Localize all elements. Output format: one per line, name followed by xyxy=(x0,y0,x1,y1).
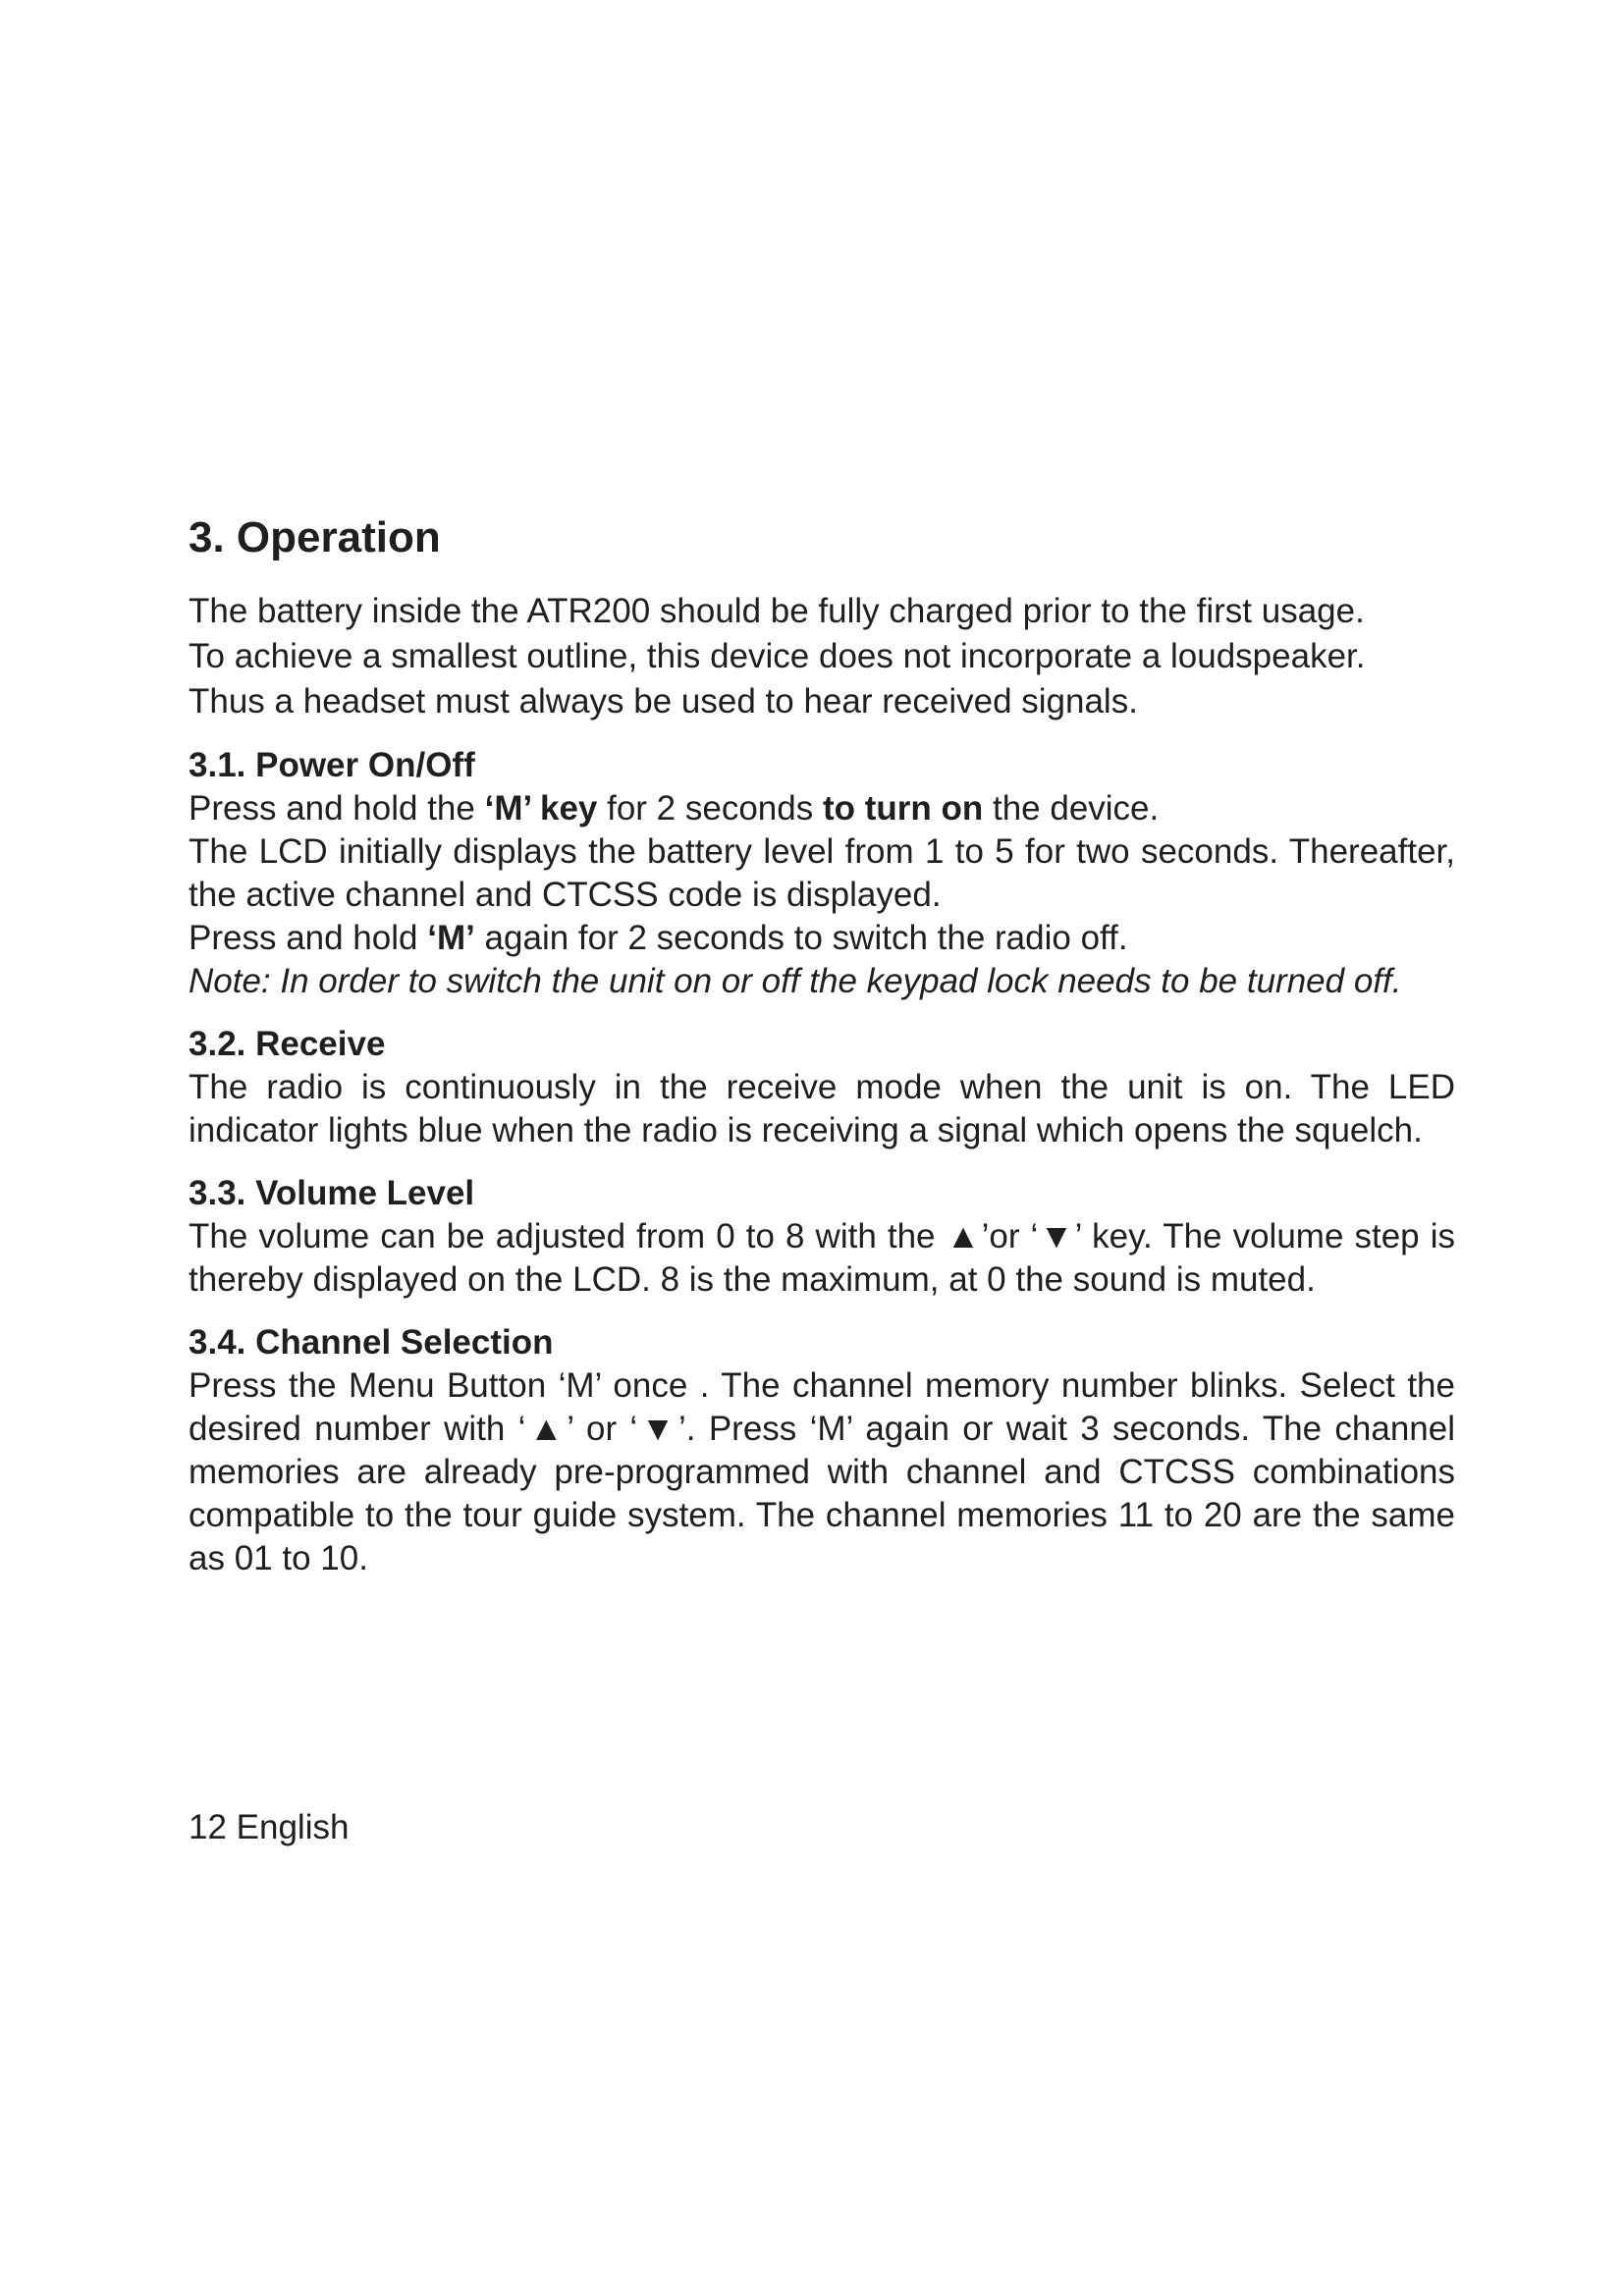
intro-section xyxy=(189,589,1455,724)
page-footer: 12 English xyxy=(189,1808,350,1846)
receive-text: The radio is continuously in the receive mode when the unit is on. The LED indicator lights blue when the radio is receiving a signal which opens the squelch. xyxy=(189,1068,1455,1149)
page-content xyxy=(189,508,1455,1580)
volume-text: The volume can be adjusted from 0 to 8 with the ▲’or ‘▼’ key. The volume step is thereby displayed on the LCD. 8 is the maximum, at 0 the sound is muted. xyxy=(189,1217,1455,1299)
m-key-label: ‘M’ key xyxy=(484,789,598,828)
section-receive xyxy=(189,1023,1455,1152)
power-line-1 xyxy=(189,787,1455,830)
section-channel xyxy=(189,1321,1455,1580)
intro-line-3: Thus a headset must always be used to hear received signals. xyxy=(189,682,1138,721)
power-note: Note: In order to switch the unit on or off the keypad lock needs to be turned off. xyxy=(189,962,1402,1000)
power-line-1-text-a: Press and hold the xyxy=(189,789,485,828)
channel-text: Press the Menu Button ‘M’ once . The channel memory number blinks. Select the desired number with ‘▲’ or ‘▼’. Press ‘M’ again or wait 3 seconds. The channel memories are already pre-programmed with channel and CTCSS combinations compatible to the tour guide system. The channel memories 11 to 20 are the same as 01 to 10. xyxy=(189,1366,1455,1577)
power-line-3-text-a: Press and hold xyxy=(189,919,428,957)
power-line-2: The LCD initially displays the battery level from 1 to 5 for two seconds. Thereafter, the active channel and CTCSS code is displayed. xyxy=(189,832,1455,914)
power-line-1-text-c: for 2 seconds xyxy=(597,789,823,828)
page-title: 3. Operation xyxy=(189,513,441,561)
section-power xyxy=(189,744,1455,1003)
turn-on-label: to turn on xyxy=(822,789,984,828)
power-line-3 xyxy=(189,917,1455,960)
section-volume xyxy=(189,1172,1455,1302)
m-label: ‘M’ xyxy=(427,919,475,957)
intro-line-2: To achieve a smallest outline, this device does not incorporate a loudspeaker. xyxy=(189,637,1366,675)
power-line-1-text-e: the device. xyxy=(983,789,1160,828)
section-title-volume: 3.3. Volume Level xyxy=(189,1174,475,1212)
intro-line-1: The battery inside the ATR200 should be fully charged prior to the first usage. xyxy=(189,592,1365,630)
section-title-channel: 3.4. Channel Selection xyxy=(189,1323,554,1362)
power-line-3-text-c: again for 2 seconds to switch the radio off. xyxy=(474,919,1128,957)
section-title-receive: 3.2. Receive xyxy=(189,1025,386,1063)
section-title-power: 3.1. Power On/Off xyxy=(189,746,475,784)
